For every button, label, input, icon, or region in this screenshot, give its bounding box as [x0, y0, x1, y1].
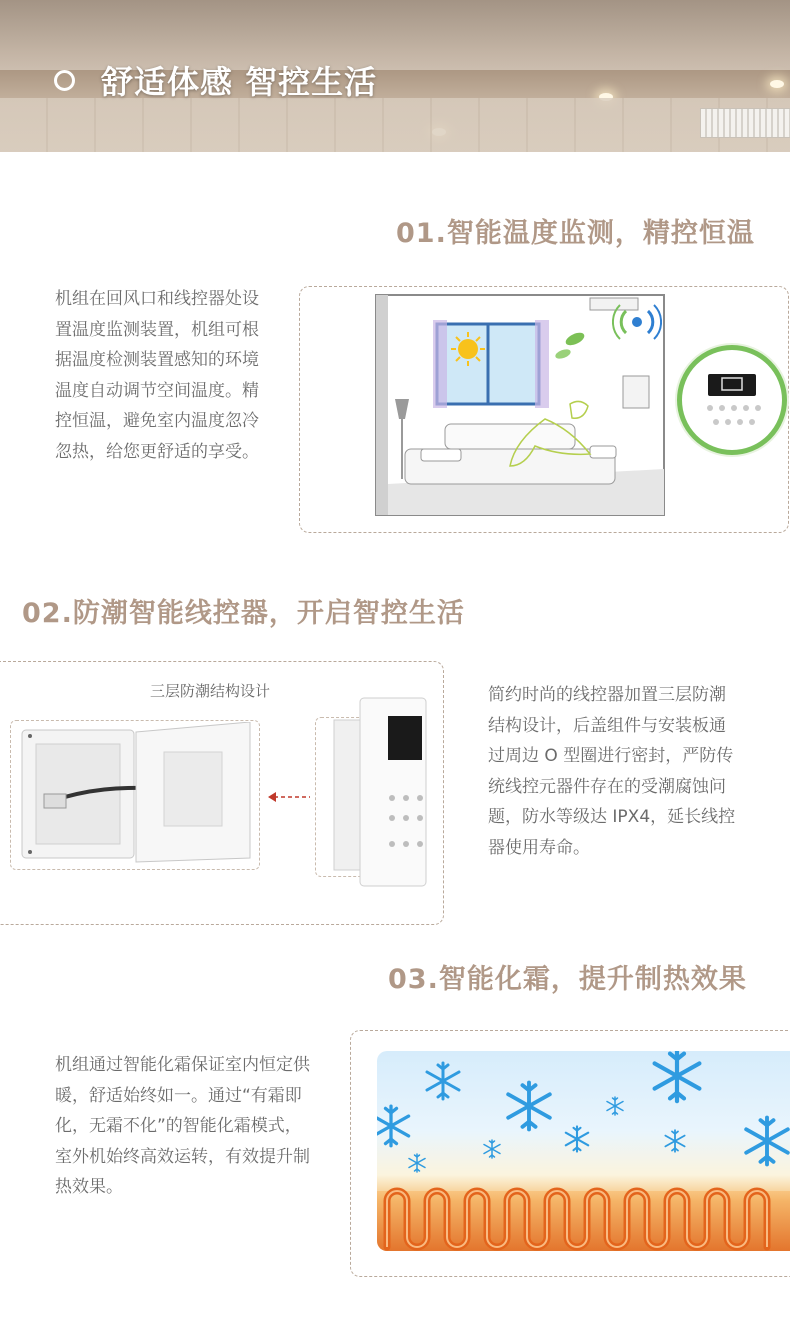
snowflake-icon: [746, 1118, 788, 1165]
snowflake-icon: [607, 1097, 623, 1115]
banner-title-group: [54, 57, 377, 103]
ac-vent-graphic: [700, 108, 790, 138]
page-title: 舒适体感 智控生活: [101, 63, 378, 101]
wireless-signal-icon: [612, 297, 662, 347]
mounting-plate-illustration: [18, 722, 258, 866]
arrow-left-icon: [268, 790, 312, 804]
snowflake-icon: [377, 1106, 409, 1146]
section-body-controller: 简约时尚的线控器加置三层防潮结构设计，后盖组件与安装板通过周边 O 型圈进行密封，严防传统线控元器件存在的受潮腐蚀问题，防水等级达 IPX4，延长线控器使用寿命。: [488, 685, 736, 858]
thermostat-zoom-callout: [677, 345, 787, 455]
defrost-scene: [377, 1051, 790, 1251]
ceiling-light: [770, 80, 784, 88]
wire-controller-illustration: [330, 694, 430, 890]
snowflake-icon: [427, 1063, 459, 1099]
section-body-defrost: 机组通过智能化霜保证室内恒定供暖，舒适始终如一。通过“有霜即化，无霜不化”的智能化霜模式，室外机始终高效运转，有效提升制热效果。: [55, 1055, 310, 1197]
snowflake-icon: [508, 1083, 550, 1130]
section-heading-defrost: 03.智能化霜，提升制热效果: [388, 964, 747, 995]
snowflake-icon: [566, 1126, 588, 1151]
header-banner: [0, 0, 790, 152]
snowflake-icon: [665, 1130, 684, 1152]
snowflake-icon: [409, 1154, 425, 1172]
section-heading-controller: 02.防潮智能线控器，开启智控生活: [22, 598, 465, 629]
section-heading-temperature: 01.智能温度监测，精控恒温: [396, 218, 755, 249]
defrost-illustration: [377, 1051, 790, 1251]
circle-bullet-icon: [54, 70, 75, 91]
thermostat-icon: [682, 350, 782, 450]
section-body-temperature: 机组在回风口和线控器处设置温度监测装置，机组可根据温度检测装置感知的环境温度自动调节空间温度。精控恒温，避免室内温度忽冷忽热，给您更舒适的享受。: [55, 289, 259, 462]
wall-panels: [0, 98, 790, 152]
snowflake-icon: [655, 1051, 700, 1101]
snowflake-icon: [484, 1140, 500, 1158]
structure-caption: 三层防潮结构设计: [150, 682, 271, 700]
